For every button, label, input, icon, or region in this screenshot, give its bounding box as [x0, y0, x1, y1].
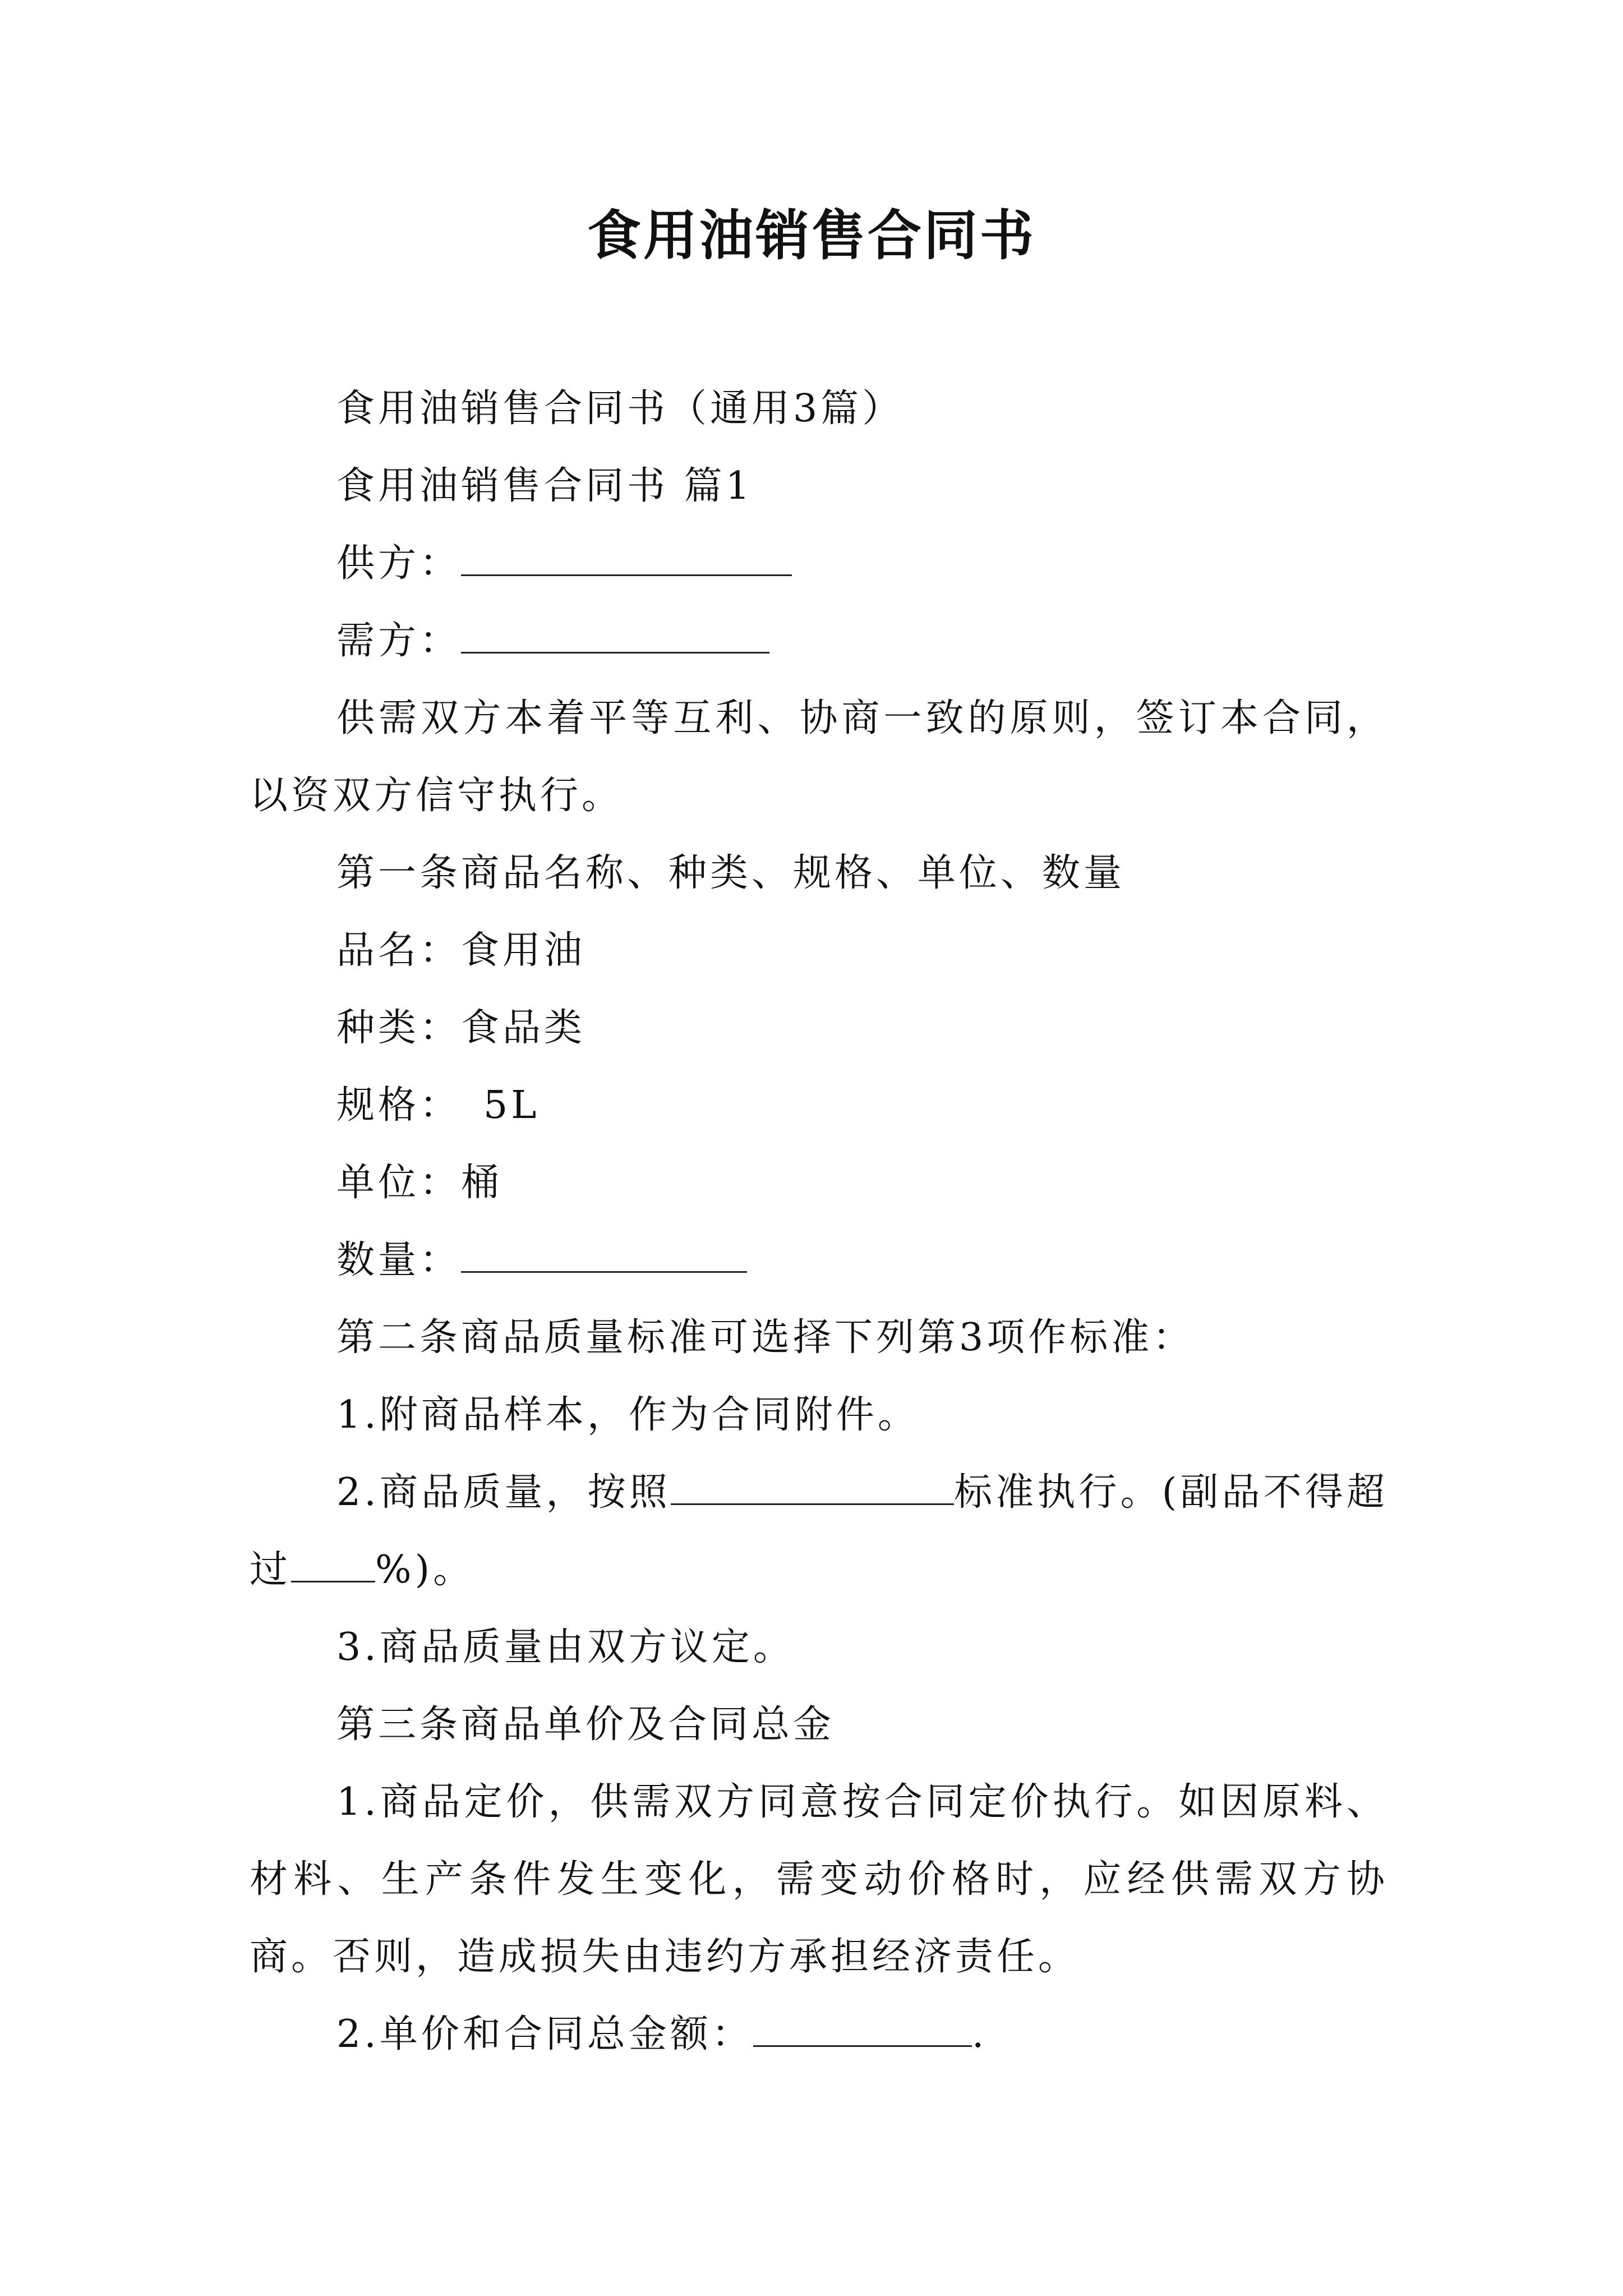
article2-item2 — [250, 1454, 1388, 1609]
supplier-line — [250, 525, 1388, 602]
product-type-label: 种类： — [336, 1006, 462, 1050]
total-amount-blank — [753, 2009, 972, 2047]
article2-item1: 1.附商品样本，作为合同附件。 — [336, 1393, 919, 1437]
product-name-line — [250, 912, 1388, 990]
document-title: 食用油销售合同书 — [587, 204, 1036, 267]
article1-heading: 第一条商品名称、种类、规格、单位、数量 — [336, 851, 1126, 895]
product-qty-label: 数量： — [336, 1238, 462, 1282]
supplier-label: 供方： — [336, 541, 462, 586]
product-name-label: 品名： — [336, 928, 462, 973]
qty-blank — [461, 1235, 747, 1273]
article3-item2-end: . — [971, 2012, 988, 2056]
product-unit-value: 桶 — [461, 1161, 503, 1205]
article2-item2-after: 标准执行。(副品不得超过 — [250, 1470, 1388, 1592]
product-name-value: 食用油 — [461, 928, 586, 973]
product-type-value: 食品类 — [461, 1006, 586, 1050]
article3-item2-label: 2.单价和合同总金额： — [336, 2012, 753, 2056]
article2-heading: 第二条商品质量标准可选择下列第3项作标准： — [336, 1315, 1195, 1360]
article3-item1: 1.商品定价，供需双方同意按合同定价执行。如因原料、材料、生产条件发生变化，需变动价格时，应经供需双方协商。否则，造成损失由违约方承担经济责任。 — [250, 1780, 1388, 1979]
product-spec-value: 5L — [483, 1083, 540, 1128]
product-unit-label: 单位： — [336, 1161, 462, 1205]
product-qty-line — [250, 1222, 1388, 1299]
product-spec-label: 规格： — [336, 1083, 462, 1128]
buyer-blank — [461, 616, 769, 654]
article3-item2 — [250, 1996, 1388, 2073]
quality-standard-blank — [671, 1467, 954, 1505]
intro-paragraph: 供需双方本着平等互利、协商一致的原则，签订本合同，以资双方信守执行。 — [250, 696, 1388, 818]
document-body — [250, 370, 1388, 2073]
subtitle: 食用油销售合同书（通用3篇） — [336, 386, 904, 431]
article2-item2-end: %)。 — [375, 1548, 475, 1592]
product-unit-line — [250, 1144, 1388, 1222]
supplier-blank — [461, 539, 792, 576]
percent-blank — [291, 1545, 375, 1582]
product-type-line — [250, 990, 1388, 1067]
product-spec-line — [250, 1067, 1388, 1144]
article2-item3: 3.商品质量由双方议定。 — [336, 1625, 795, 1669]
article3-heading: 第三条商品单价及合同总金 — [336, 1703, 835, 1747]
buyer-label: 需方： — [336, 619, 462, 663]
section-heading: 食用油销售合同书 篇1 — [336, 464, 753, 508]
article2-item2-before: 2.商品质量，按照 — [336, 1470, 671, 1515]
buyer-line — [250, 602, 1388, 680]
